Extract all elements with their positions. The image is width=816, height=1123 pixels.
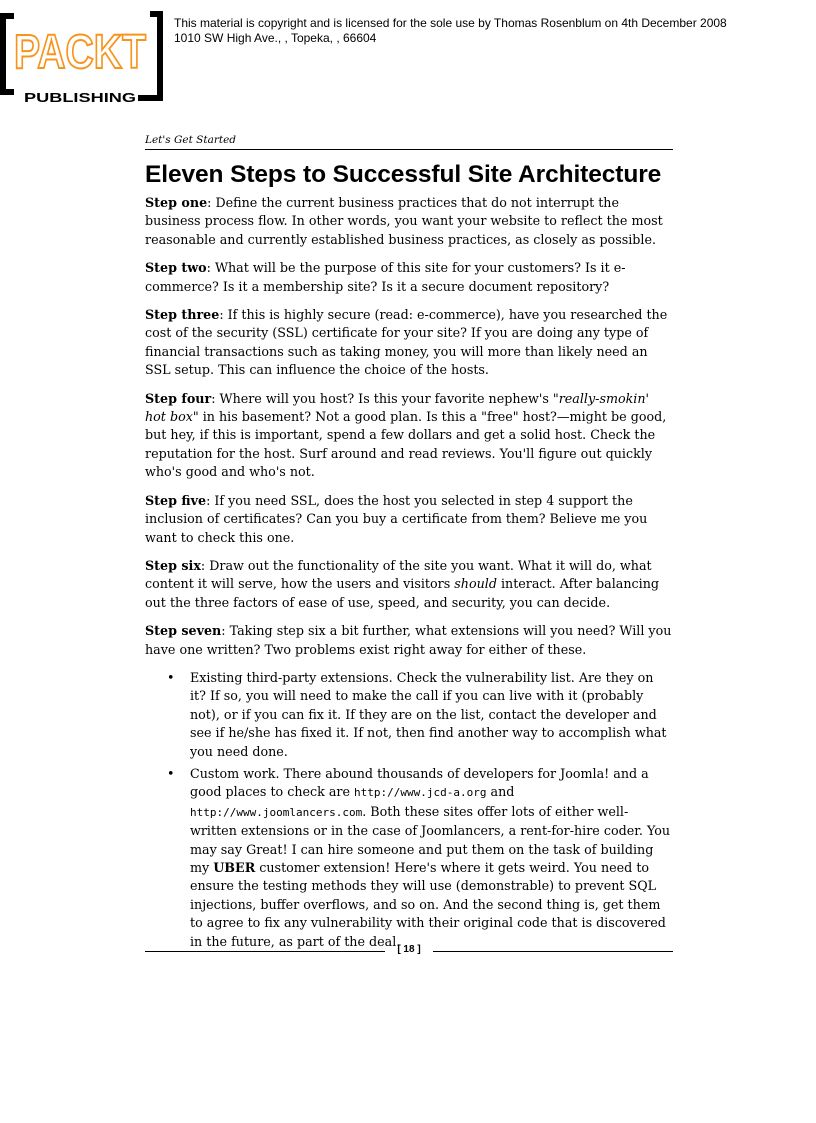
logo-wordmark: PACKT [14,26,146,79]
step-paragraph [145,306,673,380]
step-emphasis: should [454,576,497,592]
copyright-line-1: This material is copyright and is licensed for the sole use by Thomas Rosenblum on 4th December 2008 [174,16,727,30]
step-paragraph [145,390,673,482]
step-emphasis: really-smokin' hot box [145,390,650,425]
packt-publishing-logo [0,10,164,104]
step-text: : Where will you host? Is this your favorite nephew's " [211,390,559,406]
logo-graphic [0,10,164,104]
list-item [145,765,673,951]
section-heading: Eleven Steps to Successful Site Architecture [145,161,662,188]
running-head: Let's Get Started [145,134,673,150]
logo-tagline: PUBLISHING [24,90,136,104]
jcd-a-url: http://www.jcd-a.org [354,786,487,800]
step-text: : Draw out the functionality of the site you want. What it will do, what content it will serve, how the users and visitors [145,557,652,592]
bullet-list [145,669,673,951]
step-label: Step four [145,390,212,406]
step-text: : Taking step six a bit further, what extensions will you need? Will you have one written? Two problems exist right away for either of these. [145,623,672,657]
list-item-text: and [486,784,515,800]
list-item [145,669,673,761]
list-item-text: Custom work. There abound thousands of developers for Joomla! and a good places to check are [190,765,649,800]
page-body [145,134,673,955]
step-label: Step seven [145,623,222,639]
step-paragraph [145,492,673,547]
page-number: [ 18 ] [397,944,421,955]
step-label: Step five [145,492,207,508]
footer-rule-right [433,951,673,952]
step-paragraph [145,194,673,249]
step-text: : If you need SSL, does the host you selected in step 4 support the inclusion of certificates? Can you buy a certificate from them? Believe me you want to check this one. [145,492,648,545]
list-item-text: . Both these sites offer lots of either well-written extensions or in the case of Joomlancers, a rent-for-hire coder. You may say Great! I can hire someone and put them on the task of building my [190,803,671,875]
bullet-icon: • [167,765,175,781]
list-item-text: Existing third-party extensions. Check the vulnerability list. Are they on it? If so, you will need to make the call if you can live with it (probably not), or if you can fix it. If they are on the list, contact the developer and see if he/she has fixed it. If not, then find another way to accomplish what you need done. [190,669,667,759]
step-label: Step three [145,307,220,323]
joomlancers-url: http://www.joomlancers.com [190,805,363,819]
strong-text: UBER [213,860,256,875]
step-text: : What will be the purpose of this site for your customers? Is it e-commerce? Is it a membership site? Is it a secure document repository? [145,260,626,294]
step-label: Step one [145,195,208,210]
page-footer [145,943,673,957]
bullet-icon: • [167,669,175,685]
step-label: Step two [145,260,207,276]
step-paragraph [145,259,673,296]
step-paragraph [145,622,673,659]
copyright-notice [174,16,804,46]
copyright-line-2: 1010 SW High Ave., , Topeka, , 66604 [174,31,377,45]
step-paragraph [145,557,673,612]
list-item-text: customer extension! Here's where it gets weird. You need to ensure the testing methods they will use (demonstrable) to prevent SQL injections, buffer overflows, and so on. And the second thing is, get them to agree to fix any vulnerability with their original code that is discovered in the future, as part of the deal. [190,860,666,949]
step-text: : Define the current business practices that do not interrupt the business process flow. In other words, you want your website to reflect the most reasonable and currently established business practices, as closely as possible. [145,195,663,247]
step-text: : If this is highly secure (read: e-commerce), have you researched the cost of the security (SSL) certificate for your site? If you are doing any type of financial transactions such as taking money, you will more than likely need an SSL setup. This can influence the choice of the hosts. [145,307,668,378]
step-text: interact. After balancing out the three factors of ease of use, speed, and security, you can decide. [145,576,659,610]
step-text: " in his basement? Not a good plan. Is this a "free" host?—might be good, but hey, if this is important, spend a few dollars and get a solid host. Check the reputation for the host. Surf around and read reviews. You'll figure out quickly who's good and who's not. [145,409,667,480]
step-label: Step six [145,557,201,573]
logo-left-bracket [3,16,14,92]
